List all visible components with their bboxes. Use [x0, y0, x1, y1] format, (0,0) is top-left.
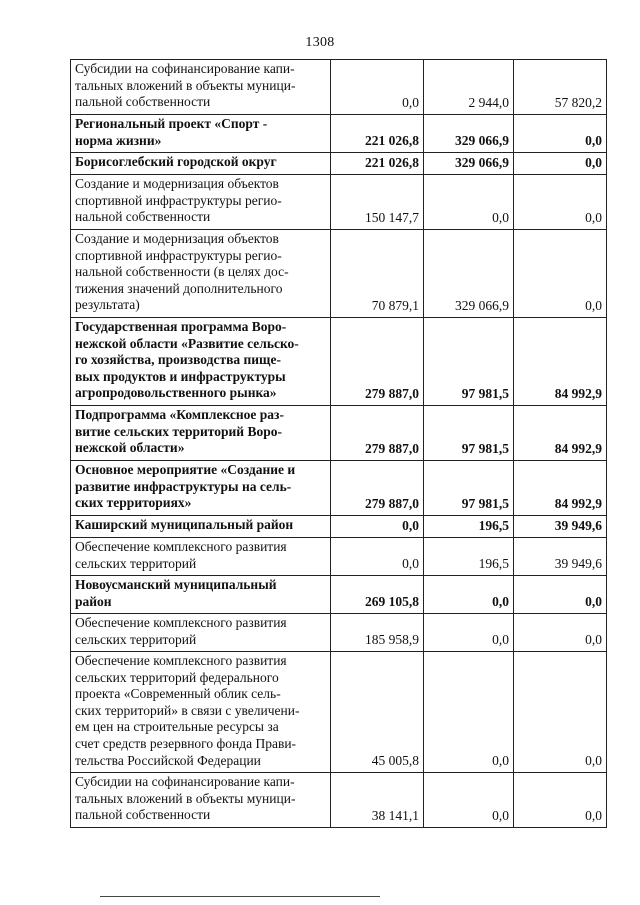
row-value-1: 0,0: [331, 538, 424, 576]
table-row: [71, 516, 607, 538]
row-value-3: 57 820,2: [514, 60, 607, 115]
row-value-2: 196,5: [424, 538, 514, 576]
row-value-2: 2 944,0: [424, 60, 514, 115]
row-value-3: 39 949,6: [514, 516, 607, 538]
table-row: [71, 318, 607, 406]
row-value-2: 97 981,5: [424, 406, 514, 461]
row-value-2: 97 981,5: [424, 318, 514, 406]
row-description: Субсидии на софинансирование капи- тальных вложений в объекты муници- пальной собственности: [71, 773, 331, 828]
row-description: Обеспечение комплексного развития сельских территорий федерального проекта «Современный облик сель- ских территорий» в связи с увеличени- ем цен на строительные ресурсы за счет средств резервного фонда Прави- тельства Российской Федерации: [71, 652, 331, 773]
row-value-3: 0,0: [514, 652, 607, 773]
row-value-2: 329 066,9: [424, 115, 514, 153]
row-value-3: 0,0: [514, 614, 607, 652]
table-row: [71, 576, 607, 614]
row-value-3: 39 949,6: [514, 538, 607, 576]
row-value-1: 185 958,9: [331, 614, 424, 652]
row-value-2: 0,0: [424, 652, 514, 773]
row-value-1: 0,0: [331, 60, 424, 115]
row-value-3: 84 992,9: [514, 318, 607, 406]
row-description: Региональный проект «Спорт - норма жизни»: [71, 115, 331, 153]
row-value-2: 0,0: [424, 773, 514, 828]
row-description: Каширский муниципальный район: [71, 516, 331, 538]
row-description: Обеспечение комплексного развития сельских территорий: [71, 538, 331, 576]
table-row: [71, 614, 607, 652]
row-value-1: 221 026,8: [331, 115, 424, 153]
row-value-2: 329 066,9: [424, 230, 514, 318]
row-value-1: 221 026,8: [331, 153, 424, 175]
row-value-1: 70 879,1: [331, 230, 424, 318]
footer-rule: [100, 896, 380, 897]
table-row: [71, 406, 607, 461]
row-value-2: 196,5: [424, 516, 514, 538]
row-value-1: 0,0: [331, 516, 424, 538]
table-row: [71, 175, 607, 230]
row-value-3: 0,0: [514, 576, 607, 614]
row-value-3: 84 992,9: [514, 406, 607, 461]
row-value-3: 0,0: [514, 115, 607, 153]
row-value-1: 38 141,1: [331, 773, 424, 828]
row-value-3: 0,0: [514, 153, 607, 175]
table-row: [71, 153, 607, 175]
row-value-2: 97 981,5: [424, 461, 514, 516]
row-value-1: 45 005,8: [331, 652, 424, 773]
row-description: Создание и модернизация объектов спортивной инфраструктуры регио- нальной собственности (в целях дос- тижения значений дополнительного результата): [71, 230, 331, 318]
row-value-3: 0,0: [514, 773, 607, 828]
row-description: Основное мероприятие «Создание и развитие инфраструктуры на сель- ских территориях»: [71, 461, 331, 516]
row-description: Государственная программа Воро- нежской области «Развитие сельско- го хозяйства, производства пище- вых продуктов и инфраструктуры агропродовольственного рынка»: [71, 318, 331, 406]
row-value-3: 84 992,9: [514, 461, 607, 516]
row-value-2: 329 066,9: [424, 153, 514, 175]
row-value-1: 150 147,7: [331, 175, 424, 230]
row-value-3: 0,0: [514, 175, 607, 230]
row-value-2: 0,0: [424, 576, 514, 614]
page-number: 1308: [305, 35, 335, 50]
budget-table: [70, 59, 607, 828]
table-row: [71, 60, 607, 115]
row-value-1: 279 887,0: [331, 406, 424, 461]
row-description: Создание и модернизация объектов спортивной инфраструктуры регио- нальной собственности: [71, 175, 331, 230]
row-description: Обеспечение комплексного развития сельских территорий: [71, 614, 331, 652]
row-value-1: 279 887,0: [331, 318, 424, 406]
table-row: [71, 461, 607, 516]
row-description: Новоусманский муниципальный район: [71, 576, 331, 614]
row-value-1: 269 105,8: [331, 576, 424, 614]
budget-table-body: [71, 60, 607, 828]
row-value-2: 0,0: [424, 614, 514, 652]
row-value-3: 0,0: [514, 230, 607, 318]
row-value-1: 279 887,0: [331, 461, 424, 516]
row-description: Подпрограмма «Комплексное раз- витие сельских территорий Воро- нежской области»: [71, 406, 331, 461]
row-description: Борисоглебский городской округ: [71, 153, 331, 175]
row-description: Субсидии на софинансирование капи- тальных вложений в объекты муници- пальной собственности: [71, 60, 331, 115]
table-row: [71, 538, 607, 576]
table-row: [71, 230, 607, 318]
row-value-2: 0,0: [424, 175, 514, 230]
table-row: [71, 652, 607, 773]
table-row: [71, 115, 607, 153]
table-row: [71, 773, 607, 828]
